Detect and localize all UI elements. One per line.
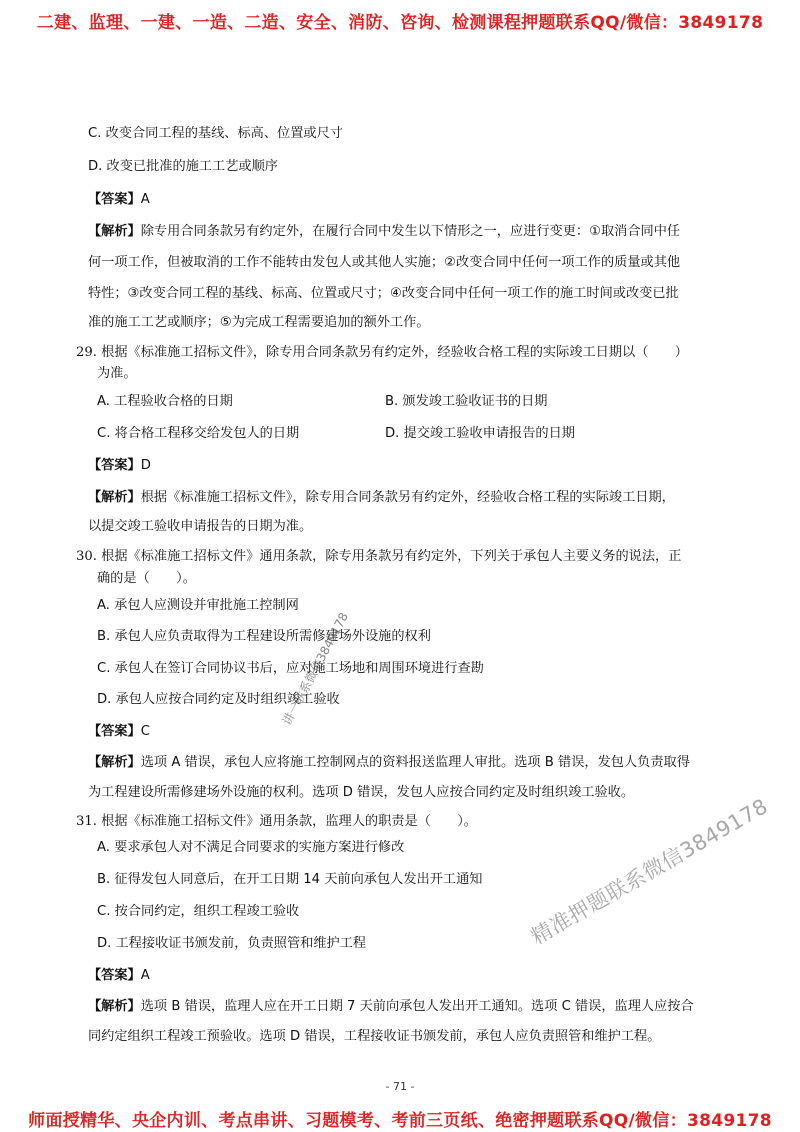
q29-stem-line-1: 29. 根据《标准施工招标文件》，除专用合同条款另有约定外，经验收合格工程的实际竣工日期以（ ） xyxy=(76,345,688,360)
q31-analysis-line-1 xyxy=(88,997,694,1017)
q29-option-d: D. 提交竣工验收申请报告的日期 xyxy=(385,426,575,441)
q28-analysis-line-4: 准的施工工艺或顺序；⑤为完成工程需要追加的额外工作。 xyxy=(88,315,430,330)
answer-value: A xyxy=(140,192,150,207)
q29-option-c: C. 将合格工程移交给发包人的日期 xyxy=(97,426,300,441)
q28-answer xyxy=(88,190,150,210)
q31-analysis-line-2: 同约定组织工程竣工预验收。选项 D 错误，工程接收证书颁发前，承包人应负责照管和维护工程。 xyxy=(88,1029,661,1044)
q29-analysis-line-1 xyxy=(88,488,675,508)
q30-analysis-line-2: 为工程建设所需修建场外设施的权利。选项 D 错误，发包人应按合同约定及时组织竣工验收。 xyxy=(88,785,635,800)
q31-option-c: C. 按合同约定，组织工程竣工验收 xyxy=(97,904,300,919)
q28-analysis-line-3: 特性；③改变合同工程的基线、标高、位置或尺寸；④改变合同中任何一项工作的施工时间或改变已批 xyxy=(88,286,679,301)
q28-option-d: D. 改变已批准的施工工艺或顺序 xyxy=(88,159,278,174)
q29-analysis-line-2: 以提交竣工验收申请报告的日期为准。 xyxy=(88,519,313,534)
top-promo-banner: 二建、监理、一建、一造、二造、安全、消防、咨询、检测课程押题联系QQ/微信：3849178 xyxy=(36,13,764,33)
analysis-tag: 【解析】 xyxy=(88,224,141,239)
q29-stem-line-2: 为准。 xyxy=(97,366,137,381)
answer-tag: 【答案】 xyxy=(88,192,141,207)
analysis-tag: 【解析】 xyxy=(88,999,141,1014)
q31-answer xyxy=(88,966,150,986)
answer-tag: 【答案】 xyxy=(88,968,141,983)
watermark-small: 讲一联系微信3849178 xyxy=(279,610,352,728)
page-number: - 71 - xyxy=(385,1080,415,1093)
answer-value: D xyxy=(140,458,151,473)
analysis-tag: 【解析】 xyxy=(88,755,141,770)
q28-analysis-line-2: 何一项工作，但被取消的工作不能转由发包人或其他人实施；②改变合同中任何一项工作的质量或其他 xyxy=(88,255,681,270)
answer-value: A xyxy=(140,968,150,983)
q31-option-a: A. 要求承包人对不满足合同要求的实施方案进行修改 xyxy=(97,840,405,855)
q30-stem-line-2: 确的是（ ）。 xyxy=(97,571,196,586)
q30-option-b: B. 承包人应负责取得为工程建设所需修建场外设施的权利 xyxy=(97,629,431,644)
q30-option-d: D. 承包人应按合同约定及时组织竣工验收 xyxy=(97,692,340,707)
q31-option-b: B. 征得发包人同意后，在开工日期 14 天前向承包人发出开工通知 xyxy=(97,872,483,887)
analysis-tag: 【解析】 xyxy=(88,490,141,505)
q30-option-a: A. 承包人应测设并审批施工控制网 xyxy=(97,598,299,613)
q30-answer xyxy=(88,722,150,742)
analysis-text: 除专用合同条款另有约定外，在履行合同中发生以下情形之一，应进行变更：①取消合同中任 xyxy=(140,224,681,239)
q30-stem-line-1: 30. 根据《标准施工招标文件》通用条款，除专用条款另有约定外，下列关于承包人主要义务的说法，正 xyxy=(76,549,682,564)
q31-stem-line-1: 31. 根据《标准施工招标文件》通用条款，监理人的职责是（ ）。 xyxy=(76,814,477,829)
q28-option-c: C. 改变合同工程的基线、标高、位置或尺寸 xyxy=(88,126,343,141)
q29-option-a: A. 工程验收合格的日期 xyxy=(97,394,233,409)
watermark-large: 精准押题联系微信3849178 xyxy=(527,793,772,950)
q30-analysis-line-1 xyxy=(88,753,690,773)
q29-option-b: B. 颁发竣工验收证书的日期 xyxy=(385,394,548,409)
answer-tag: 【答案】 xyxy=(88,458,141,473)
q29-answer xyxy=(88,456,151,476)
analysis-text: 选项 B 错误，监理人应在开工日期 7 天前向承包人发出开工通知。选项 C 错误，监理人应按合 xyxy=(140,999,694,1014)
analysis-text: 根据《标准施工招标文件》，除专用合同条款另有约定外，经验收合格工程的实际竣工日期， xyxy=(140,490,675,505)
answer-value: C xyxy=(140,724,150,739)
analysis-text: 选项 A 错误，承包人应将施工控制网点的资料报送监理人审批。选项 B 错误，发包人负责取得 xyxy=(140,755,690,770)
answer-tag: 【答案】 xyxy=(88,724,141,739)
q28-analysis-line-1 xyxy=(88,222,680,242)
q30-option-c: C. 承包人在签订合同协议书后，应对施工场地和周围环境进行查勘 xyxy=(97,661,484,676)
bottom-promo-banner: 师面授精华、央企内训、考点串讲、习题模考、考前三页纸、绝密押题联系QQ/微信：3849178 xyxy=(28,1111,772,1131)
q31-option-d: D. 工程接收证书颁发前，负责照管和维护工程 xyxy=(97,936,367,951)
